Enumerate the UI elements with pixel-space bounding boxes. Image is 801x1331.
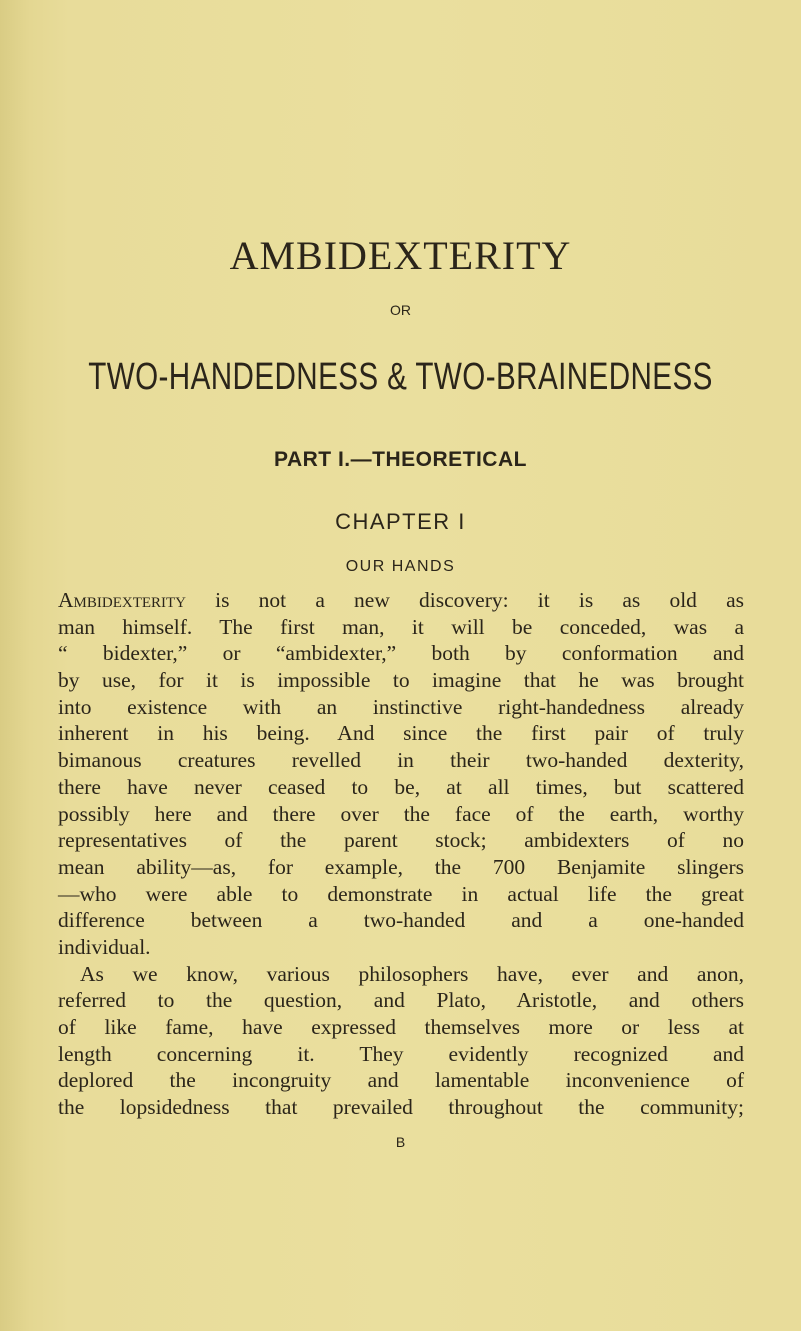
text-line: possibly here and there over the face of the earth, worthy — [58, 801, 744, 826]
lead-word: Ambidexterity — [58, 588, 187, 612]
text-line: individual. — [58, 934, 151, 959]
text-line: As we know, various philosophers have, ever and anon, — [80, 961, 744, 986]
body-text — [58, 587, 744, 1121]
book-title: AMBIDEXTERITY — [229, 233, 572, 278]
line-text: is not a new discovery: it is as old as — [186, 588, 744, 612]
text-line: inherent in his being. And since the first pair of truly — [58, 721, 744, 746]
chapter-heading: CHAPTER I — [335, 509, 466, 534]
text-line: “ bidexter,” or “ambidexter,” both by conformation and — [58, 641, 744, 666]
title-conjunction: OR — [390, 302, 411, 318]
text-line — [58, 587, 744, 614]
text-line: length concerning it. They evidently recognized and — [58, 1041, 744, 1066]
text-line: —who were able to demonstrate in actual life the great — [58, 881, 744, 906]
text-line: difference between a two-handed and a one-handed — [58, 908, 744, 933]
part-heading: PART I.—THEORETICAL — [274, 448, 527, 471]
text-line: the lopsidedness that prevailed throughout the community; — [58, 1095, 744, 1120]
signature-mark: B — [395, 1134, 406, 1150]
text-line: into existence with an instinctive right-handedness already — [58, 694, 744, 719]
text-line: of like fame, have expressed themselves more or less at — [58, 1015, 744, 1039]
text-line: by use, for it is impossible to imagine that he was brought — [58, 668, 744, 693]
text-line: referred to the question, and Plato, Aristotle, and others — [58, 988, 744, 1013]
text-line: there have never ceased to be, at all times, but scattered — [58, 774, 744, 799]
text-line: man himself. The first man, it will be conceded, was a — [58, 614, 744, 639]
text-line: bimanous creatures revelled in their two-handed dexterity, — [58, 748, 744, 773]
text-line: representatives of the parent stock; ambidexters of no — [58, 828, 744, 853]
text-line: mean ability—as, for example, the 700 Benjamite slingers — [58, 854, 744, 879]
chapter-title: OUR HANDS — [345, 558, 456, 575]
book-subtitle: TWO-HANDEDNESS & TWO-BRAINEDNESS — [88, 356, 713, 398]
text-line: deplored the incongruity and lamentable inconvenience of — [58, 1068, 744, 1093]
